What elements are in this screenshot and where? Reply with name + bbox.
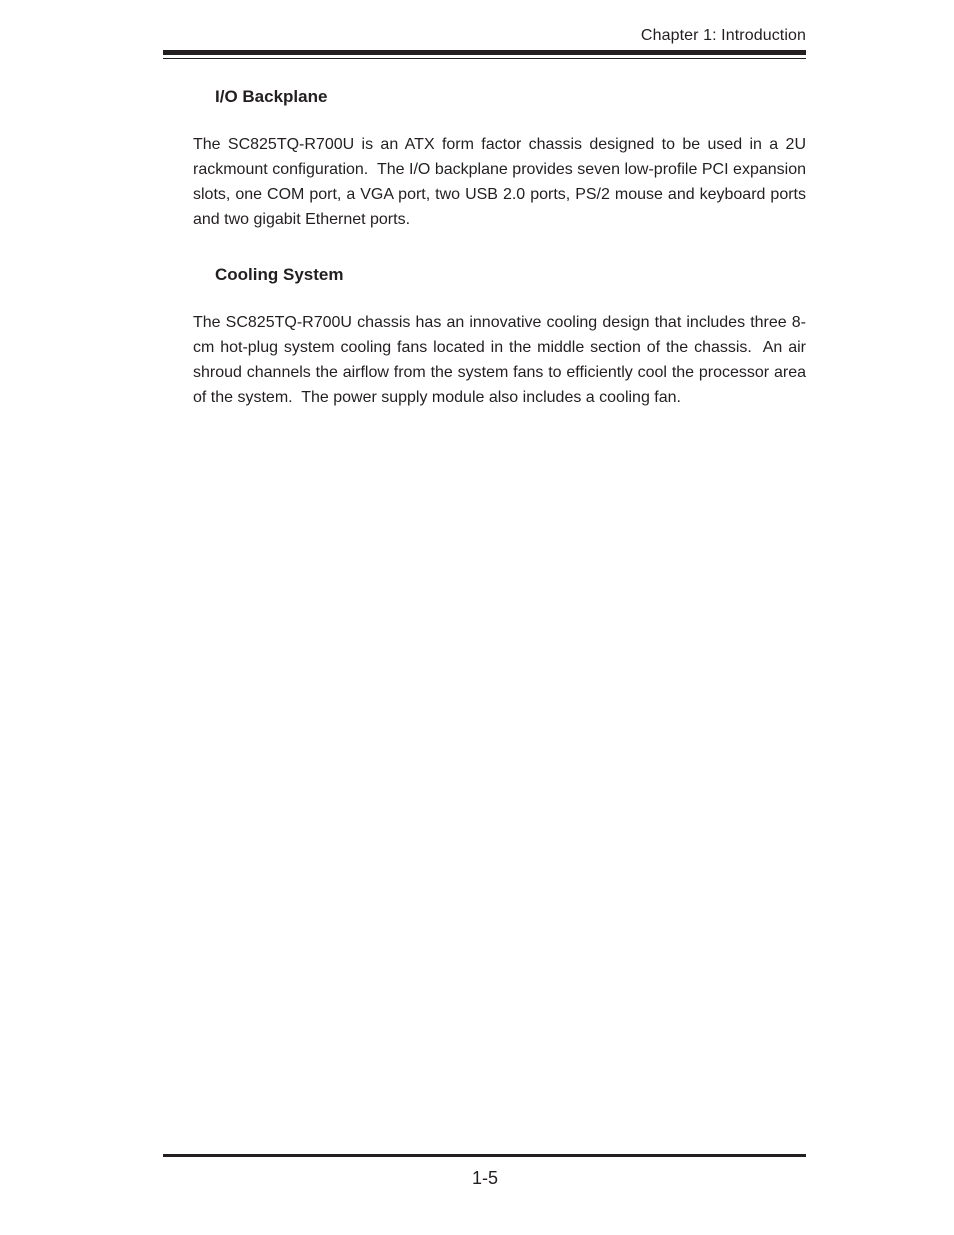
section-body-io-backplane: The SC825TQ-R700U is an ATX form factor chassis designed to be used in a 2U rackmount configuration. The I/O backplane provides seven low-profile PCI expansion slots, one COM port, a VGA port, two USB 2.0 ports, PS/2 mouse and keyboard ports and two gigabit Ethernet ports. [193,136,811,228]
section-body-cooling-system: The SC825TQ-R700U chassis has an innovative cooling design that includes three 8-cm hot-plug system cooling fans located in the middle section of the chassis. An air shroud channels the airflow from the system fans to efficiently cool the processor area of the system. The power supply module also includes a cooling fan. [193,314,811,406]
page-number: 1-5 [471,1168,498,1188]
running-header-chapter: Chapter 1: Introduction [640,27,806,44]
header-rule-thick [163,50,806,55]
header-rule-thin [163,58,806,60]
section-heading-cooling-system: Cooling System [215,265,344,284]
footer-rule [163,1154,806,1157]
section-heading-io-backplane: I/O Backplane [215,87,328,106]
